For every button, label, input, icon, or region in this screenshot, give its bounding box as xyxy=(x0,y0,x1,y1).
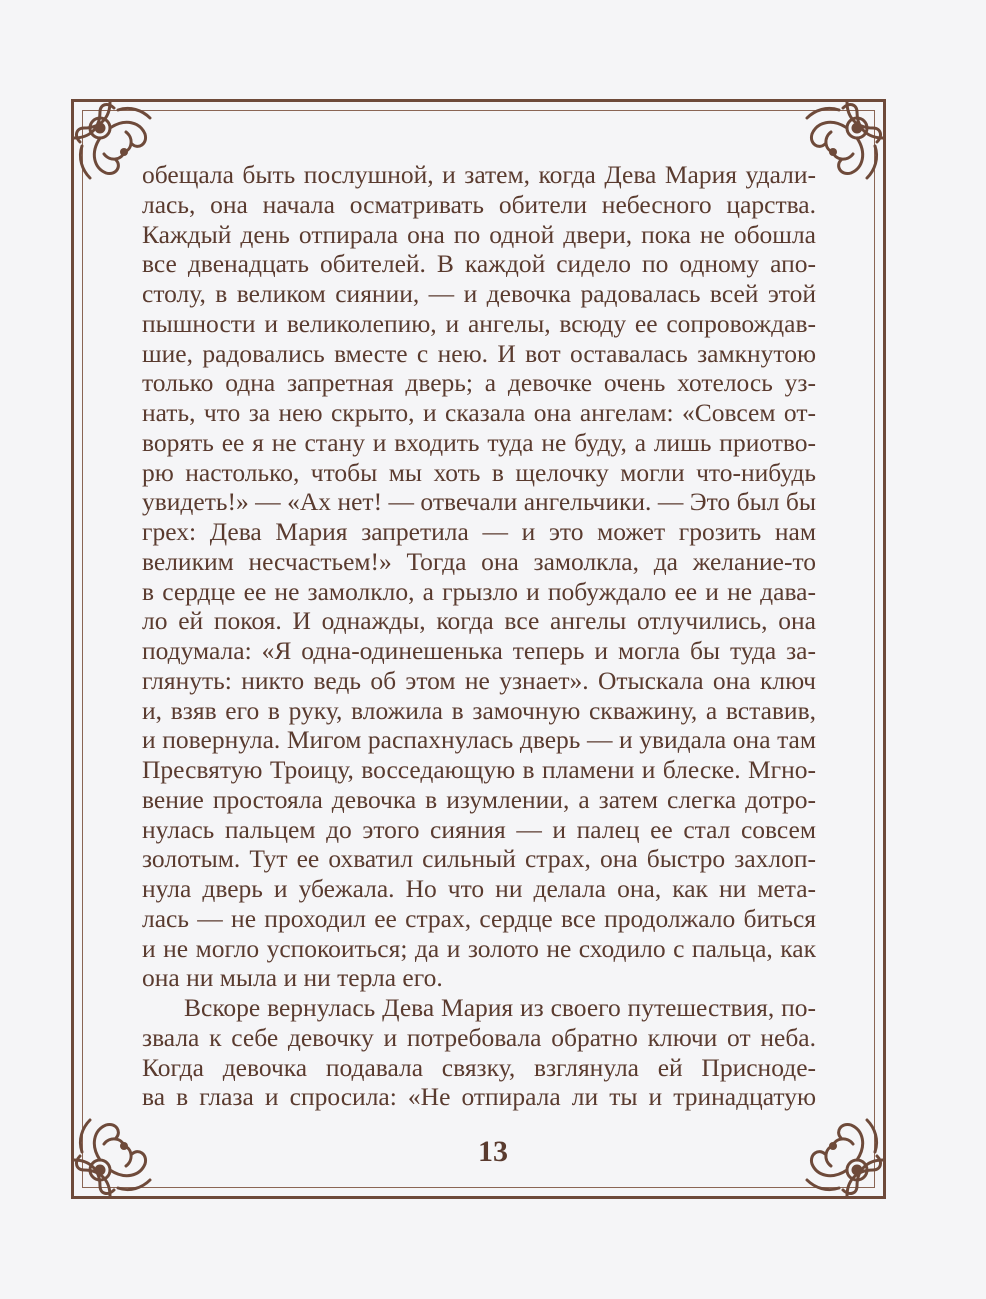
text-line: рю настолько, чтобы мы хоть в щелочку могли что-нибудь xyxy=(142,457,816,487)
text-line: и, взяв его в руку, вложила в замочную скважину, а вставив, xyxy=(142,695,816,725)
text-line: столу, в великом сиянии, — и девочка радовалась всей этой xyxy=(142,279,816,308)
text-line: золотым. Тут ее охватил сильный страх, она быстро захлоп- xyxy=(142,844,816,874)
text-line: Когда девочка подавала связку, взглянула ей Приснодe- xyxy=(142,1052,816,1082)
text-line: Вскоре вернулась Дева Мария из своего путешествия, по- xyxy=(184,993,816,1022)
text-line: Пресвятую Троицу, восседающую в пламени и блеске. Мгно- xyxy=(142,755,816,784)
text-line: нать, что за нею скрыто, и сказала она ангелам: «Совсем от- xyxy=(142,398,816,427)
text-line: лась — не проходил ее страх, сердце все продолжало биться xyxy=(142,903,816,933)
text-line: грех: Дева Мария запретила — и это может грозить нам xyxy=(142,517,816,546)
text-line: нула дверь и убежала. Но что ни делала она, как ни мета- xyxy=(142,874,816,903)
text-line: и не могло успокоиться; да и золото не сходило с пальца, как xyxy=(142,933,816,963)
text-line: ло ей покоя. И однажды, когда все ангелы отлучились, она xyxy=(142,606,816,636)
text-line: ва в глаза и спросила: «Не отпирала ли ты и тринадцатую xyxy=(142,1082,816,1112)
text-line: обещала быть послушной, и затем, когда Дева Мария удали- xyxy=(142,160,816,189)
text-line: все двенадцать обителей. В каждой сидело по одному апо- xyxy=(142,249,816,279)
body-text xyxy=(142,160,816,1112)
text-line: великим несчастьем!» Тогда она замолкла, да желание-то xyxy=(142,546,816,576)
text-line: увидеть!» — «Ах нет! — отвечали ангельчики. — Это был бы xyxy=(142,487,816,517)
page-number: 13 xyxy=(478,1135,508,1168)
text-line: нулась пальцем до этого сияния — и палец ее стал совсем xyxy=(142,814,816,844)
text-line: глянуть: никто ведь об этом не узнает». Отыскала она ключ xyxy=(142,665,816,695)
text-line: подумала: «Я одна-одинешенька теперь и могла бы туда за- xyxy=(142,636,816,665)
text-line: она ни мыла и ни терла его. xyxy=(142,963,443,993)
text-line: пышности и великолепию, и ангелы, всюду ее сопровождав- xyxy=(142,308,816,338)
text-line: шие, радовались вместе с нею. И вот оставалась замкнутою xyxy=(142,338,816,368)
text-line: только одна запретная дверь; а девочке очень хотелось уз- xyxy=(142,368,816,398)
text-line: Каждый день отпирала она по одной двери, пока не обошла xyxy=(142,219,816,249)
text-line: ворять ее я не стану и входить туда не буду, а лишь приотво- xyxy=(142,427,816,457)
text-line: звала к себе девочку и потребовала обратно ключи от неба. xyxy=(142,1022,816,1052)
text-line: лась, она начала осматривать обители небесного царства. xyxy=(142,189,816,219)
text-line: и повернула. Мигом распахнулась дверь — и увидала она там xyxy=(142,725,816,755)
text-line: вение простояла девочка в изумлении, а затем слегка дотро- xyxy=(142,784,816,814)
text-line: в сердце ее не замолкло, а грызло и побуждало ее и не дава- xyxy=(142,576,816,606)
